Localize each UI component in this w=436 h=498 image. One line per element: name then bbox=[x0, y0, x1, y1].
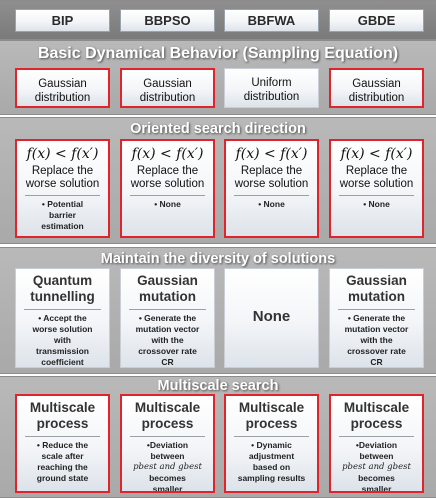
sampling-bbpso-line1: Gaussian bbox=[143, 78, 192, 90]
diversity-head-2: mutation bbox=[139, 289, 196, 304]
multiscale-detail: •Deviation between pbest and gbest becomes smaller bbox=[342, 440, 411, 493]
oriented-box-bbpso bbox=[120, 139, 215, 238]
diversity-box-gbde bbox=[329, 268, 424, 368]
multiscale-head-1: Multiscale bbox=[238, 400, 305, 415]
oriented-detail: • None bbox=[363, 199, 390, 209]
oriented-label-2: worse solution bbox=[130, 178, 205, 190]
diversity-head-1: Quantum bbox=[32, 273, 93, 288]
formula: f(x) < f(x′) bbox=[235, 146, 308, 162]
algorithm-bip: BIP bbox=[15, 9, 110, 32]
diversity-head-2: tunnelling bbox=[30, 289, 95, 304]
multiscale-head-2: process bbox=[350, 416, 403, 431]
sampling-gbde-line2: distribution bbox=[348, 92, 405, 104]
diversity-detail: • Generate the mutation vector with the crossover rate CR bbox=[344, 313, 409, 367]
diversity-box-bbfwa bbox=[224, 268, 319, 368]
diversity-title: Maintain the diversity of solutions bbox=[100, 251, 336, 267]
sampling-bbfwa-line1: Uniform bbox=[251, 77, 292, 89]
divider bbox=[25, 436, 100, 437]
oriented-label-2: worse solution bbox=[339, 178, 414, 190]
oriented-label-1: Replace the bbox=[345, 165, 408, 177]
oriented-detail: • Potential barrier estimation bbox=[41, 199, 84, 231]
oriented-detail: • None bbox=[258, 199, 285, 209]
oriented-title: Oriented search direction bbox=[130, 121, 306, 137]
multiscale-box-bbfwa bbox=[224, 394, 319, 493]
algorithm-bbpso: BBPSO bbox=[120, 9, 215, 32]
diversity-head-1: Gaussian bbox=[346, 273, 407, 288]
oriented-label-2: worse solution bbox=[25, 178, 100, 190]
algorithm-gbde: GBDE bbox=[329, 9, 424, 32]
multiscale-head-1: Multiscale bbox=[343, 400, 410, 415]
oriented-label-1: Replace the bbox=[240, 165, 303, 177]
divider bbox=[338, 309, 415, 310]
sampling-gbde-line1: Gaussian bbox=[352, 78, 401, 90]
multiscale-detail: • Dynamic adjustment based on sampling results bbox=[237, 440, 306, 483]
multiscale-box-gbde bbox=[329, 394, 424, 493]
divider bbox=[234, 436, 309, 437]
divider bbox=[129, 309, 206, 310]
sampling-box-bbfwa bbox=[224, 68, 319, 108]
sampling-bbpso-line2: distribution bbox=[139, 92, 196, 104]
diversity-box-bip bbox=[15, 268, 110, 368]
diversity-detail: • Accept the worse solution with transmission coefficient bbox=[32, 313, 93, 367]
multiscale-box-bip bbox=[15, 394, 110, 493]
multiscale-title: Multiscale search bbox=[157, 378, 279, 394]
sampling-bip-line1: Gaussian bbox=[38, 78, 87, 90]
oriented-label-2: worse solution bbox=[234, 178, 309, 190]
diversity-detail: • Generate the mutation vector with the crossover rate CR bbox=[135, 313, 200, 367]
sampling-box-bip bbox=[15, 68, 110, 108]
sampling-bip-line2: distribution bbox=[34, 92, 91, 104]
divider bbox=[25, 195, 100, 196]
diversity-head-2: mutation bbox=[348, 289, 405, 304]
multiscale-box-bbpso bbox=[120, 394, 215, 493]
algorithm-bbfwa: BBFWA bbox=[224, 9, 319, 32]
diversity-box-bbpso bbox=[120, 268, 215, 368]
divider bbox=[234, 195, 309, 196]
sampling-box-bbpso bbox=[120, 68, 215, 108]
diversity-head-1: Gaussian bbox=[137, 273, 198, 288]
formula: f(x) < f(x′) bbox=[131, 146, 204, 162]
formula: f(x) < f(x′) bbox=[26, 146, 99, 162]
oriented-detail: • None bbox=[154, 199, 181, 209]
oriented-label-1: Replace the bbox=[31, 165, 94, 177]
sampling-bbfwa-line2: distribution bbox=[243, 91, 300, 103]
oriented-label-1: Replace the bbox=[136, 165, 199, 177]
multiscale-detail: • Reduce the scale after reaching the ground state bbox=[36, 440, 89, 483]
multiscale-head-2: process bbox=[141, 416, 194, 431]
sampling-title: Basic Dynamical Behavior (Sampling Equation) bbox=[37, 45, 399, 62]
formula: f(x) < f(x′) bbox=[340, 146, 413, 162]
diversity-none: None bbox=[252, 308, 291, 325]
oriented-box-bip bbox=[15, 139, 110, 238]
divider bbox=[130, 436, 205, 437]
sampling-box-gbde bbox=[329, 68, 424, 108]
divider bbox=[339, 195, 414, 196]
multiscale-head-2: process bbox=[36, 416, 89, 431]
divider bbox=[130, 195, 205, 196]
oriented-box-bbfwa bbox=[224, 139, 319, 238]
multiscale-head-1: Multiscale bbox=[29, 400, 96, 415]
multiscale-detail: •Deviation between pbest and gbest becomes smaller bbox=[133, 440, 202, 493]
multiscale-head-1: Multiscale bbox=[134, 400, 201, 415]
multiscale-head-2: process bbox=[245, 416, 298, 431]
oriented-box-gbde bbox=[329, 139, 424, 238]
divider bbox=[24, 309, 101, 310]
divider bbox=[339, 436, 414, 437]
